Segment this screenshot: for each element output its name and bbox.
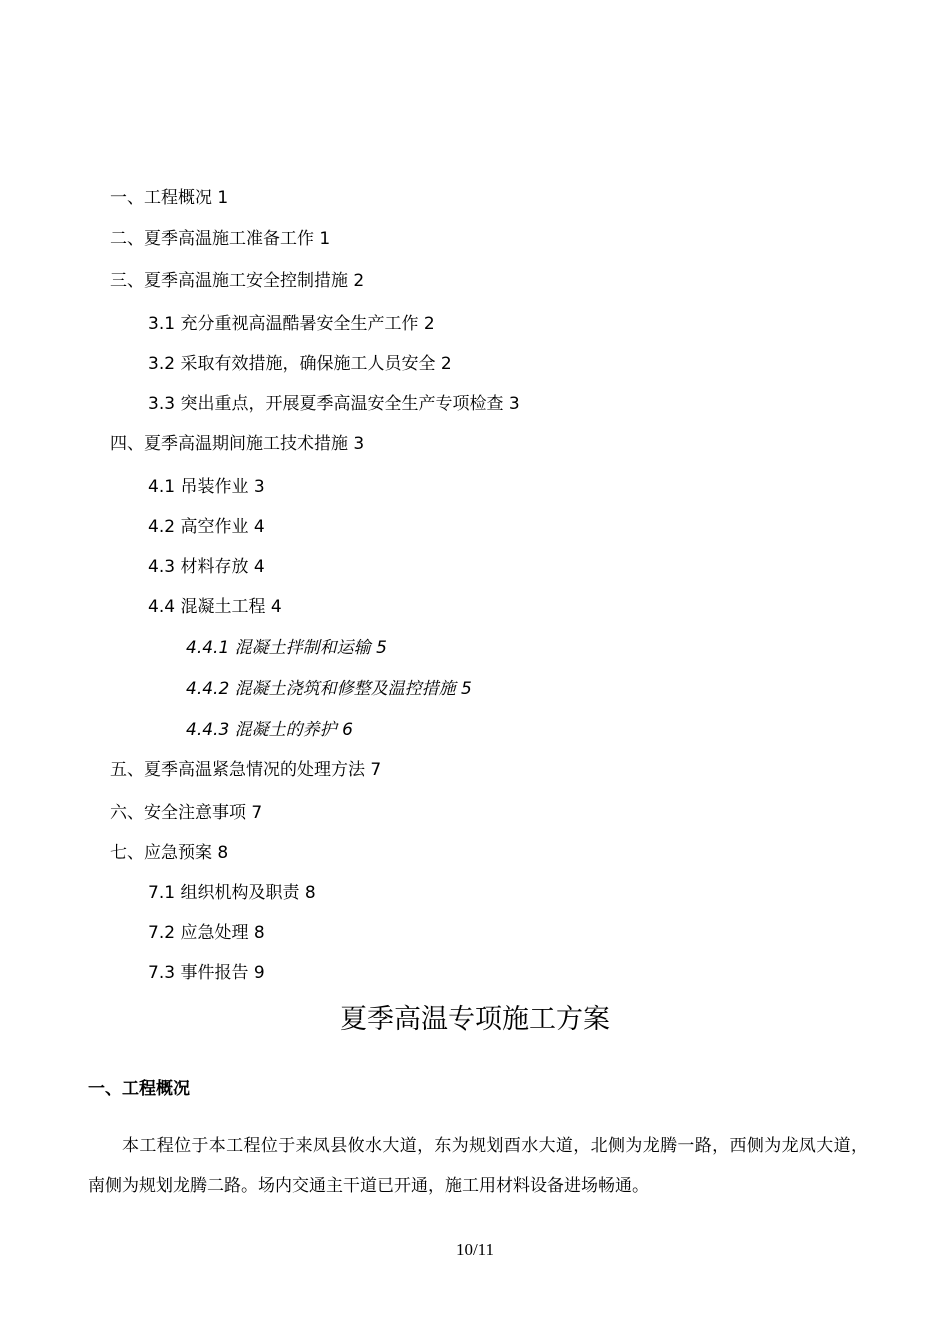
toc-entry-4-4: 4.4 混凝土工程 4 — [148, 597, 282, 617]
toc-entry-2: 二、夏季高温施工准备工作 1 — [110, 229, 331, 249]
toc-entry-3-1: 3.1 充分重视高温酷暑安全生产工作 2 — [148, 314, 435, 334]
toc-entry-7-3: 7.3 事件报告 9 — [148, 963, 265, 983]
toc-entry-6: 六、安全注意事项 7 — [110, 803, 263, 823]
toc-entry-3-2: 3.2 采取有效措施，确保施工人员安全 2 — [148, 354, 452, 374]
toc-entry-4-1: 4.1 吊装作业 3 — [148, 477, 265, 497]
toc-entry-1: 一、工程概况 1 — [110, 188, 229, 208]
toc-entry-7: 七、应急预案 8 — [110, 843, 229, 863]
toc-entry-3: 三、夏季高温施工安全控制措施 2 — [110, 271, 365, 291]
page-number: 10/11 — [455, 1240, 495, 1259]
toc-entry-7-2: 7.2 应急处理 8 — [148, 923, 265, 943]
toc-entry-4-4-2: 4.4.2 混凝土浇筑和修整及温控措施 5 — [186, 679, 472, 699]
section-heading: 一、工程概况 — [88, 1079, 190, 1099]
toc-entry-5: 五、夏季高温紧急情况的处理方法 7 — [110, 760, 382, 780]
document-title: 夏季高温专项施工方案 — [340, 1004, 610, 1035]
toc-entry-7-1: 7.1 组织机构及职责 8 — [148, 883, 316, 903]
toc-entry-4-3: 4.3 材料存放 4 — [148, 557, 265, 577]
toc-entry-4: 四、夏季高温期间施工技术措施 3 — [110, 434, 365, 454]
toc-entry-4-4-3: 4.4.3 混凝土的养护 6 — [186, 720, 353, 740]
toc-entry-4-2: 4.2 高空作业 4 — [148, 517, 265, 537]
toc-entry-4-4-1: 4.4.1 混凝土拌制和运输 5 — [186, 638, 387, 658]
toc-entry-3-3: 3.3 突出重点，开展夏季高温安全生产专项检查 3 — [148, 394, 520, 414]
body-paragraph: 本工程位于本工程位于来凤县攸水大道，东为规划酉水大道，北侧为龙腾一路，西侧为龙凤大道，南侧为规划龙腾二路。场内交通主干道已开通，施工用材料设备进场畅通。 — [88, 1136, 868, 1196]
